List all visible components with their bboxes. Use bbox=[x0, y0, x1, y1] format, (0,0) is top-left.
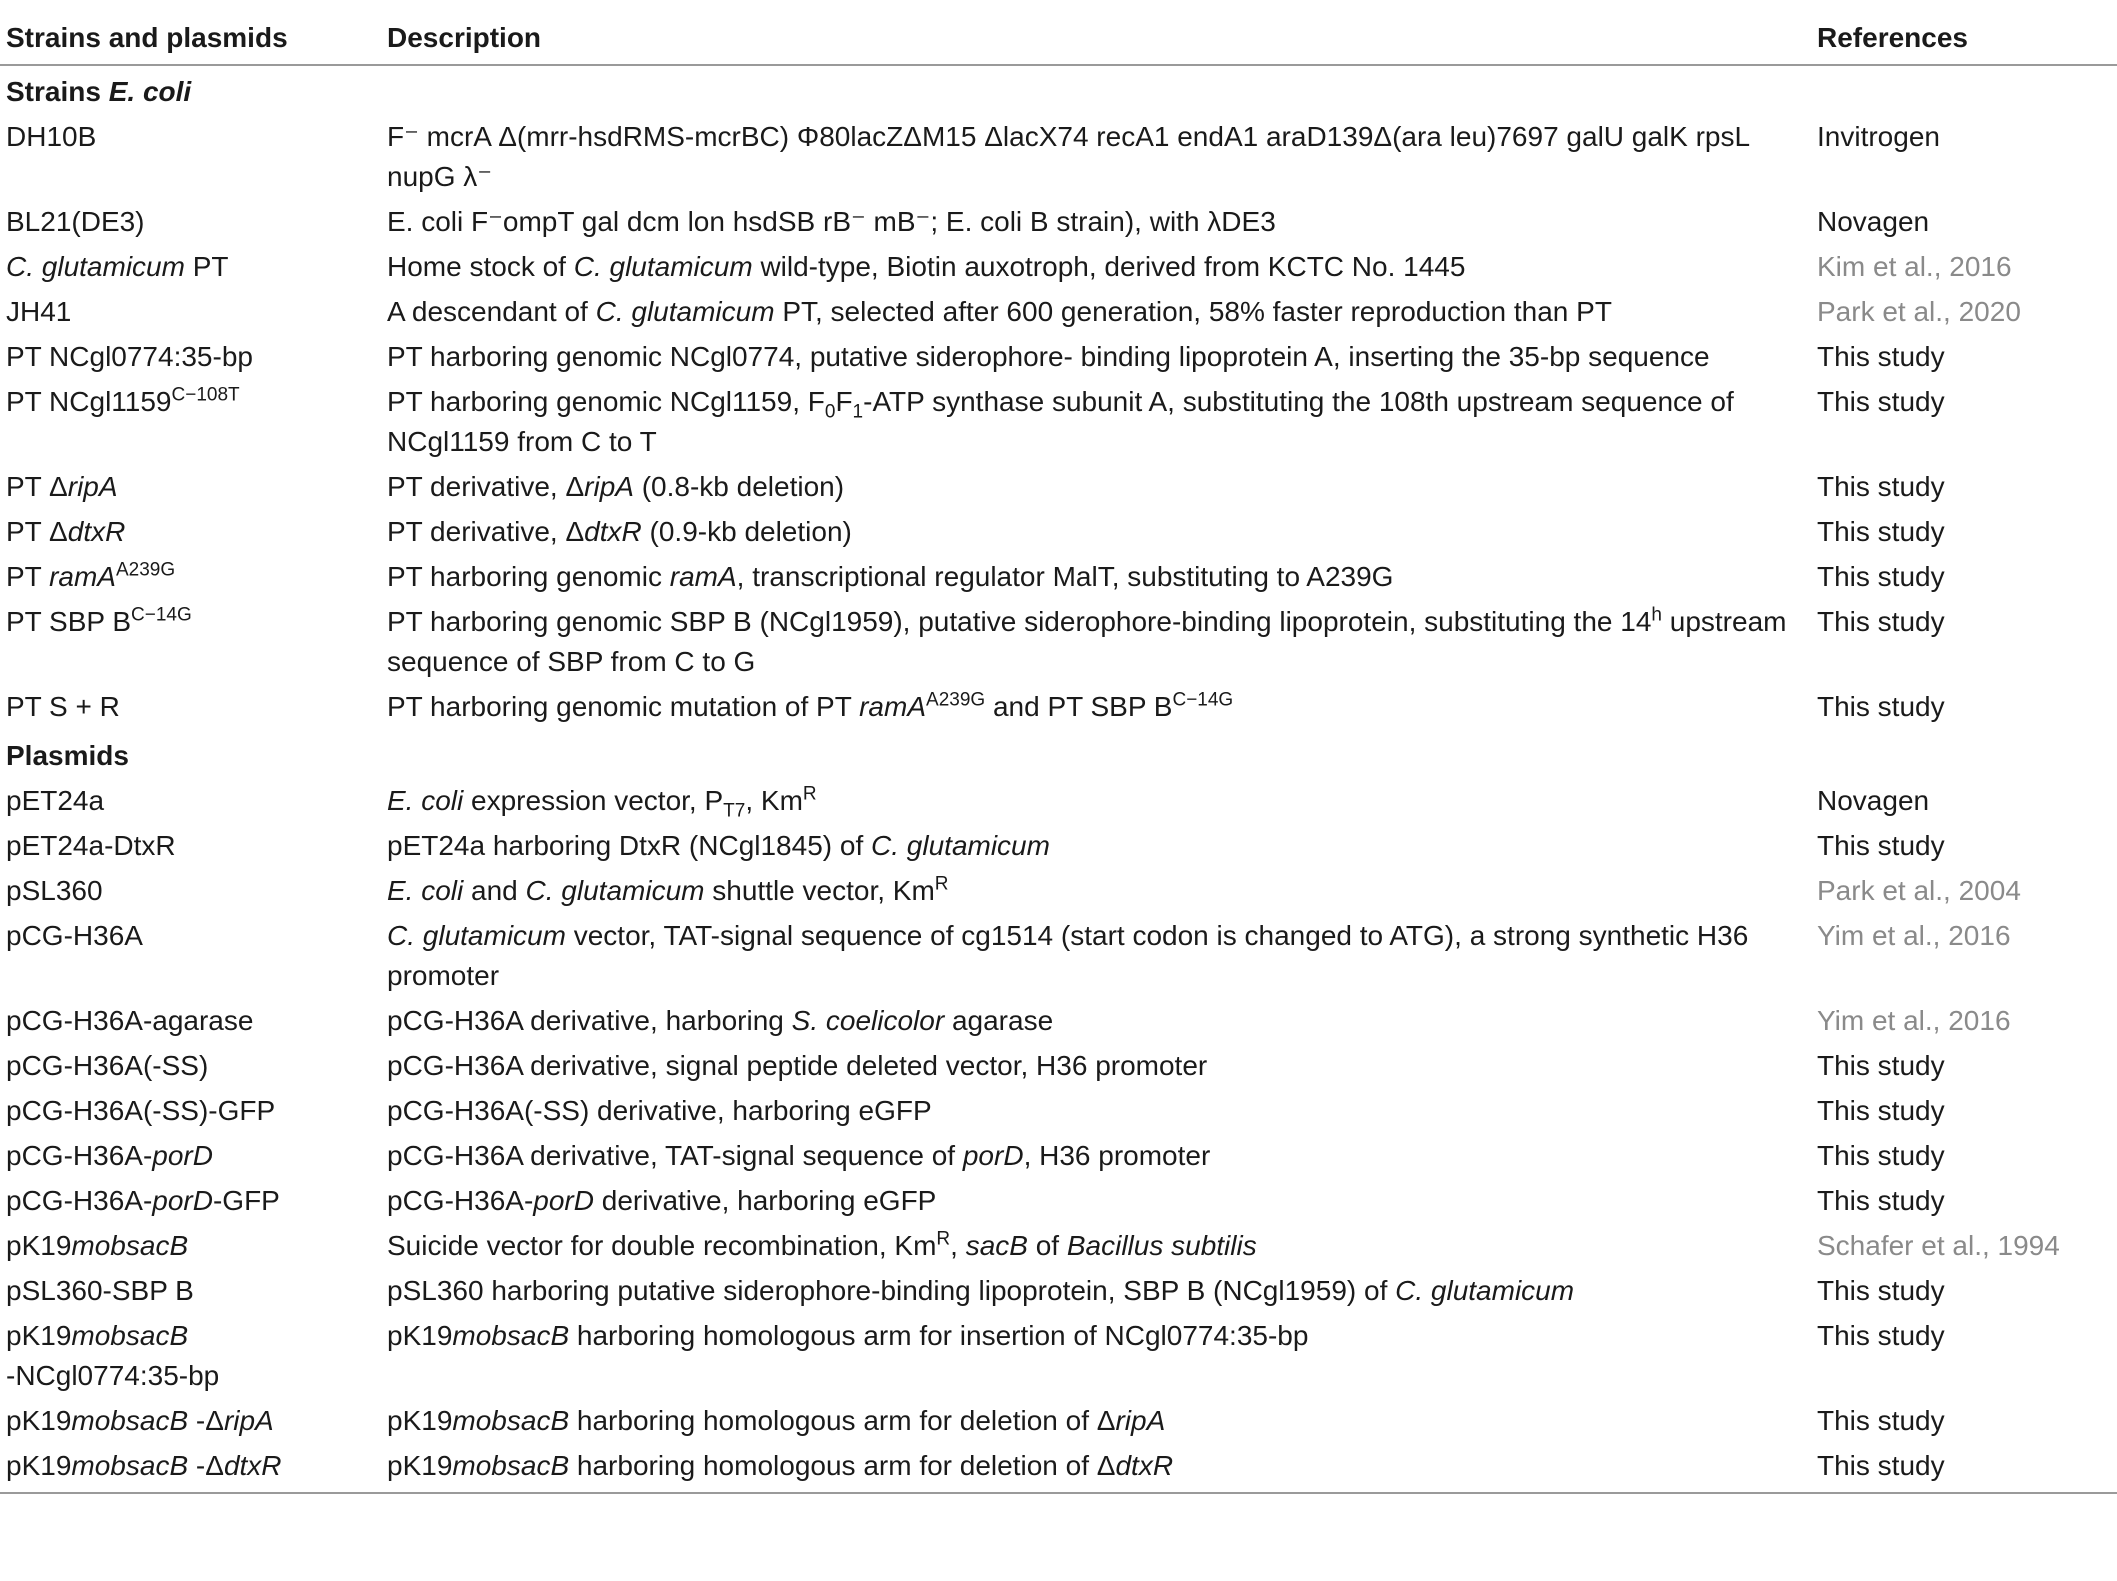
table-row bbox=[0, 245, 2117, 290]
reference: Kim et al., 2016 bbox=[1817, 251, 2012, 282]
description: PT harboring genomic NCgl0774, putative siderophore- binding lipoprotein A, inserting the 35-bp sequence bbox=[387, 341, 1710, 372]
table-row bbox=[0, 824, 2117, 869]
reference: This study bbox=[1817, 471, 1945, 502]
reference: This study bbox=[1817, 386, 1945, 417]
strain-name: PT S + R bbox=[6, 691, 120, 722]
description: Suicide vector for double recombination, $Km^R$, sacB of Bacillus subtilis bbox=[387, 1228, 1257, 1261]
table-row bbox=[0, 1224, 2117, 1269]
section-plasmids bbox=[0, 730, 2117, 779]
reference: Schafer et al., 1994 bbox=[1817, 1230, 2060, 1261]
strain-name: DH10B bbox=[6, 121, 97, 152]
table-row bbox=[0, 555, 2117, 600]
table-row bbox=[0, 200, 2117, 245]
strains-plasmids-table bbox=[0, 12, 2117, 1494]
strain-name: pET24a-DtxR bbox=[6, 830, 176, 861]
strain-name: PT $NCgl1159^{C-108T}$ bbox=[6, 384, 240, 417]
strain-name: pK19mobsacB -ΔripA bbox=[6, 1405, 274, 1436]
strain-name: C. glutamicum PT bbox=[6, 251, 229, 282]
reference: This study bbox=[1817, 1185, 1945, 1216]
reference: This study bbox=[1811, 1444, 2117, 1493]
description: E. coli F⁻ompT gal dcm lon hsdSB rB⁻ mB⁻; E. coli B strain), with λDE3 bbox=[387, 206, 1276, 237]
description: C. glutamicum vector, TAT-signal sequence of cg1514 (start codon is changed to ATG), a strong synthetic H36 promoter bbox=[387, 920, 1749, 991]
description: pK19mobsacB harboring homologous arm for deletion of ΔdtxR bbox=[381, 1444, 1811, 1493]
section-strains bbox=[0, 65, 2117, 115]
strain-name: pCG-H36A(-SS) bbox=[6, 1050, 209, 1081]
table-row bbox=[0, 1314, 2117, 1399]
strain-name: pK19mobsacB bbox=[6, 1230, 189, 1261]
reference: This study bbox=[1817, 341, 1945, 372]
reference: Novagen bbox=[1817, 206, 1930, 237]
description: PT derivative, ΔdtxR (0.9-kb deletion) bbox=[387, 516, 852, 547]
table-row bbox=[0, 510, 2117, 555]
reference: This study bbox=[1817, 691, 1945, 722]
description: pET24a harboring DtxR (NCgl1845) of C. glutamicum bbox=[387, 830, 1050, 861]
description: E. coli and C. glutamicum shuttle vector, $Km^R$ bbox=[387, 873, 949, 906]
strain-name: pSL360-SBP B bbox=[6, 1275, 194, 1306]
table-row bbox=[0, 869, 2117, 914]
table-row bbox=[0, 600, 2117, 685]
strain-name: BL21(DE3) bbox=[6, 206, 145, 237]
table-row bbox=[0, 290, 2117, 335]
reference: Park et al., 2004 bbox=[1817, 875, 2021, 906]
section-strains-label: Strains E. coli bbox=[6, 76, 192, 107]
header-references: References bbox=[1811, 12, 2117, 65]
header-description: Description bbox=[381, 12, 1811, 65]
strain-name: pCG-H36A bbox=[6, 920, 143, 951]
description: Home stock of C. glutamicum wild-type, Biotin auxotroph, derived from KCTC No. 1445 bbox=[387, 251, 1466, 282]
description: E. coli expression vector, $P_{T7}$, $Km^R$ bbox=[387, 783, 817, 822]
reference: This study bbox=[1817, 1405, 1945, 1436]
reference: Park et al., 2020 bbox=[1817, 296, 2021, 327]
description: A descendant of C. glutamicum PT, selected after 600 generation, 58% faster reproduction than PT bbox=[387, 296, 1612, 327]
description: pCG-H36A derivative, signal peptide deleted vector, H36 promoter bbox=[387, 1050, 1208, 1081]
reference: This study bbox=[1817, 606, 1945, 637]
table-row bbox=[0, 380, 2117, 465]
reference: This study bbox=[1817, 1050, 1945, 1081]
table-row bbox=[0, 1089, 2117, 1134]
description: pCG-H36A-porD derivative, harboring eGFP bbox=[387, 1185, 937, 1216]
reference: This study bbox=[1817, 1275, 1945, 1306]
description: PT harboring genomic SBP B (NCgl1959), putative siderophore-binding lipoprotein, substituting the 14$^h$ upstream sequence of SBP from C to G bbox=[387, 604, 1787, 677]
strain-name: PT ΔripA bbox=[6, 471, 118, 502]
description: PT harboring genomic mutation of PT ramA$^{A239G}$ and PT SBP $B^{C-14G}$ bbox=[387, 689, 1234, 722]
reference: This study bbox=[1817, 1320, 1945, 1351]
reference: Novagen bbox=[1817, 785, 1930, 816]
description: PT derivative, ΔripA (0.8-kb deletion) bbox=[387, 471, 845, 502]
strain-name: pSL360 bbox=[6, 875, 103, 906]
reference: Invitrogen bbox=[1817, 121, 1940, 152]
reference: This study bbox=[1817, 561, 1945, 592]
strain-name: pET24a bbox=[6, 785, 105, 816]
reference: This study bbox=[1817, 1140, 1945, 1171]
reference: This study bbox=[1817, 1095, 1945, 1126]
section-plasmids-label: Plasmids bbox=[6, 740, 129, 771]
strain-name: PT SBP $B^{C-14G}$ bbox=[6, 604, 192, 637]
strain-name: pK19mobsacB -ΔdtxR bbox=[0, 1444, 381, 1493]
table-row bbox=[0, 999, 2117, 1044]
reference: Yim et al., 2016 bbox=[1817, 920, 2011, 951]
strain-name: pK19mobsacB -NCgl0774:35-bp bbox=[6, 1320, 220, 1391]
table-row bbox=[0, 465, 2117, 510]
description: pCG-H36A derivative, TAT-signal sequence of porD, H36 promoter bbox=[387, 1140, 1211, 1171]
strain-name: pCG-H36A-porD bbox=[6, 1140, 213, 1171]
reference: Yim et al., 2016 bbox=[1817, 1005, 2011, 1036]
table-row bbox=[0, 685, 2117, 730]
strain-name: pCG-H36A(-SS)-GFP bbox=[6, 1095, 276, 1126]
reference: This study bbox=[1817, 516, 1945, 547]
strain-name: PT NCgl0774:35-bp bbox=[6, 341, 253, 372]
strain-name: pCG-H36A-agarase bbox=[6, 1005, 254, 1036]
table-row bbox=[0, 1444, 2117, 1493]
strain-name: JH41 bbox=[6, 296, 72, 327]
strain-name: PT ΔdtxR bbox=[6, 516, 126, 547]
table-row bbox=[0, 1134, 2117, 1179]
reference: This study bbox=[1817, 830, 1945, 861]
description: pSL360 harboring putative siderophore-binding lipoprotein, SBP B (NCgl1959) of C. glutamicum bbox=[387, 1275, 1575, 1306]
description: pCG-H36A derivative, harboring S. coelicolor agarase bbox=[387, 1005, 1054, 1036]
table-row bbox=[0, 779, 2117, 824]
table-row bbox=[0, 115, 2117, 200]
description: pK19mobsacB harboring homologous arm for insertion of NCgl0774:35-bp bbox=[387, 1320, 1309, 1351]
description: PT harboring genomic NCgl1159, $F_0F_1$-ATP synthase subunit A, substituting the 108th upstream sequence of NCgl1159 from C to T bbox=[387, 386, 1734, 457]
header-row bbox=[0, 12, 2117, 65]
table-row bbox=[0, 914, 2117, 999]
strain-name: pCG-H36A-porD-GFP bbox=[6, 1185, 280, 1216]
table-row bbox=[0, 335, 2117, 380]
description: pK19mobsacB harboring homologous arm for deletion of ΔripA bbox=[387, 1405, 1166, 1436]
table-row bbox=[0, 1044, 2117, 1089]
table-row bbox=[0, 1269, 2117, 1314]
description: F⁻ mcrA Δ(mrr-hsdRMS-mcrBC) Φ80lacZΔM15 ΔlacX74 recA1 endA1 araD139Δ(ara leu)7697 galU galK rpsL nupG λ⁻ bbox=[387, 121, 1750, 192]
table-row bbox=[0, 1399, 2117, 1444]
description: PT harboring genomic ramA, transcriptional regulator MalT, substituting to A239G bbox=[387, 561, 1394, 592]
table-row bbox=[0, 1179, 2117, 1224]
strain-name: PT ramA$^{A239G}$ bbox=[6, 559, 176, 592]
description: pCG-H36A(-SS) derivative, harboring eGFP bbox=[387, 1095, 932, 1126]
header-strains-plasmids: Strains and plasmids bbox=[0, 12, 381, 65]
